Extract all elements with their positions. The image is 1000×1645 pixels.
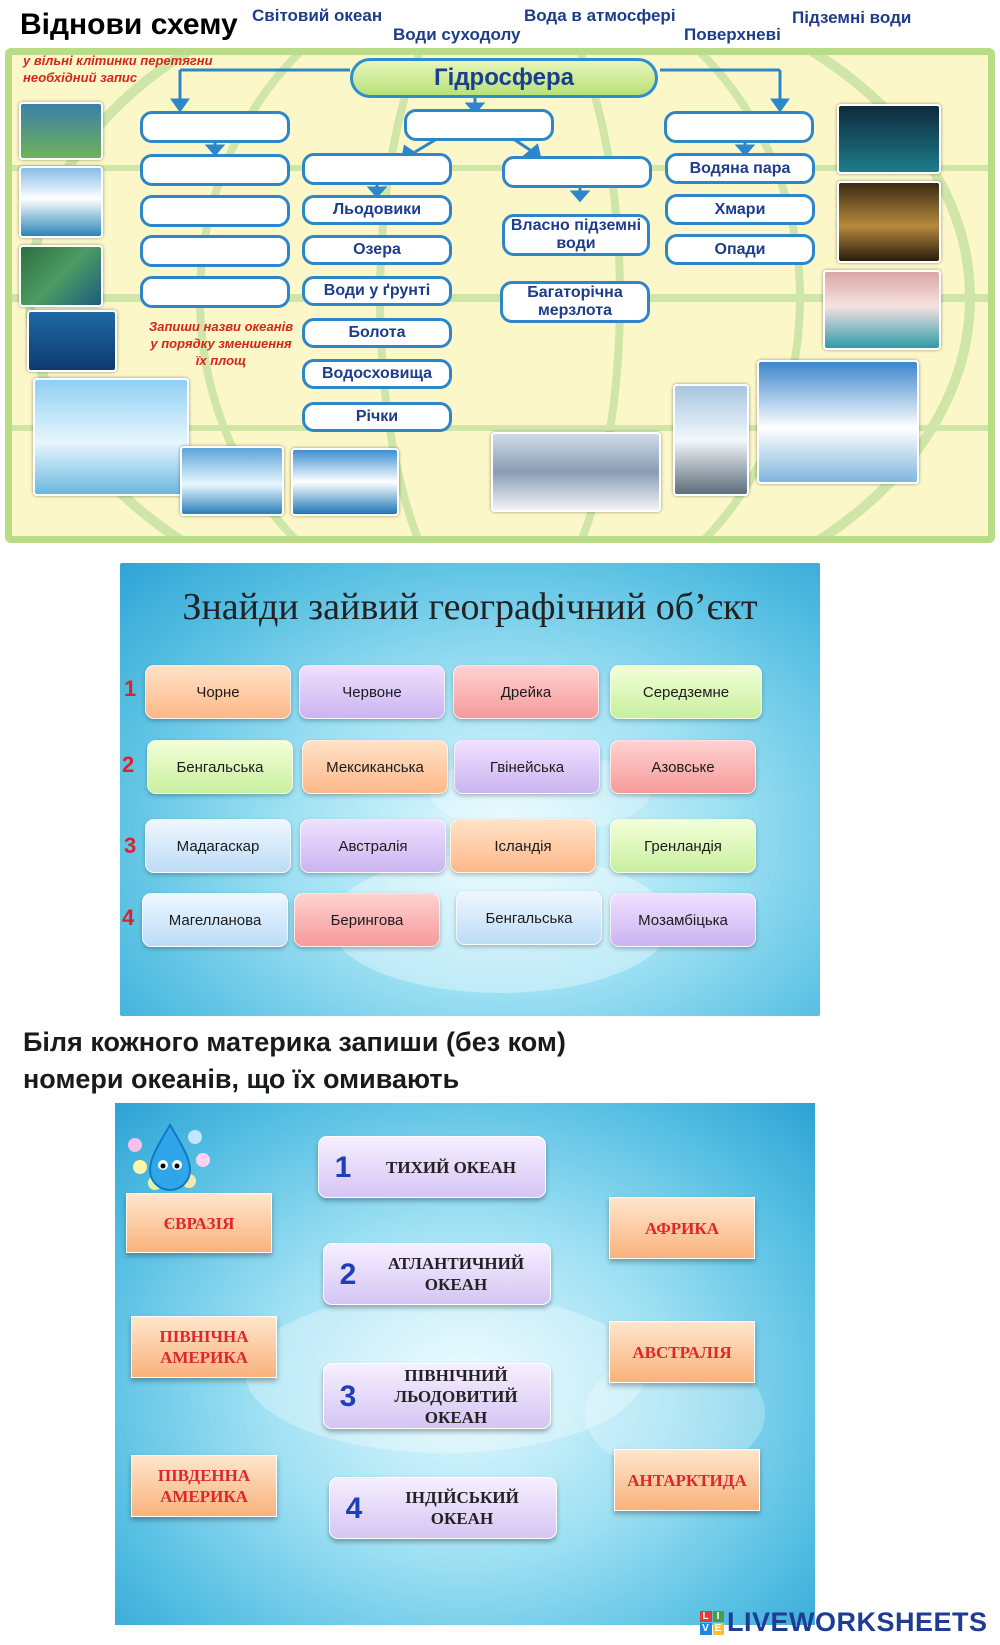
option-row1-1[interactable]: Чорне (145, 665, 291, 719)
cave-lake-photo (837, 104, 941, 174)
island-photo (291, 448, 399, 516)
odd-one-out-slide (120, 563, 820, 1016)
geyser-photo (673, 384, 749, 496)
item-soil-water: Води у ґрунті (302, 276, 452, 306)
ocean-number-3: 3 (339, 1379, 357, 1413)
slot-underground-waters[interactable] (502, 156, 652, 188)
permafrost-photo (491, 432, 661, 512)
option-row3-2[interactable]: Австралія (300, 819, 446, 873)
option-row4-3[interactable]: Бенгальська (456, 891, 602, 945)
option-row2-4[interactable]: Азовське (610, 740, 756, 794)
ocean-number-2: 2 (339, 1257, 357, 1291)
option-row1-4[interactable]: Середземне (610, 665, 762, 719)
cumulus-photo (757, 360, 919, 484)
logo-mark-icon: L I V E (700, 1611, 724, 1635)
drag-hint: у вільні клітинки перетягни необхідний запис (23, 53, 213, 85)
oceans-hint: Запиши назви океанів у порядку зменшення їх площ (148, 319, 294, 368)
option-row3-1[interactable]: Мадагаскар (145, 819, 291, 873)
hydrosphere-root: Гідросфера (350, 58, 658, 98)
row-number-1: 1 (124, 676, 137, 701)
item-clouds: Хмари (665, 194, 815, 225)
option-row3-4[interactable]: Гренландія (610, 819, 756, 873)
row-number-2: 2 (122, 752, 135, 777)
option-row3-3[interactable]: Ісландія (450, 819, 596, 873)
odd-one-out-title: Знайди зайвий географічний об’єкт (182, 586, 758, 628)
option-row4-2[interactable]: Берингова (294, 893, 440, 947)
slot-level2-middle[interactable] (404, 109, 554, 141)
item-precipitation: Опади (665, 234, 815, 265)
slot-level2-right[interactable] (664, 111, 814, 143)
iceberg-photo (33, 378, 189, 496)
turtle-photo (27, 310, 117, 372)
drag-word-world-ocean[interactable]: Світовий океан (252, 6, 383, 25)
ocean-label-3: ПІВНІЧНИЙ ЛЬОДОВИТИЙ ОКЕАН (394, 1365, 518, 1427)
item-swamps: Болота (302, 318, 452, 348)
option-row2-3[interactable]: Гвінейська (454, 740, 600, 794)
continents-task-title (23, 1024, 566, 1098)
continents-task-line2: номери океанів, що їх омивають (23, 1064, 460, 1094)
item-reservoirs: Водосховища (302, 359, 452, 389)
item-proper-groundwater: Власно підземні води (502, 214, 650, 256)
row-number-4: 4 (122, 905, 135, 930)
continent-australia[interactable]: АВСТРАЛІЯ (609, 1321, 755, 1383)
option-row4-4[interactable]: Мозамбіцька (610, 893, 756, 947)
ice-photo (180, 446, 284, 516)
option-row1-2[interactable]: Червоне (299, 665, 445, 719)
ocean-arctic (323, 1363, 551, 1429)
item-permafrost: Багаторічна мерзлота (500, 281, 650, 323)
slot-ocean-3[interactable] (140, 235, 290, 267)
ocean-label-2: АТЛАНТИЧНИЙ ОКЕАН (387, 1254, 525, 1294)
liveworksheets-logo (700, 1607, 988, 1638)
continent-eurasia[interactable]: ЄВРАЗІЯ (126, 1193, 272, 1253)
slot-ocean-4[interactable] (140, 276, 290, 308)
slot-surface-waters[interactable] (302, 153, 452, 185)
item-glaciers: Льодовики (302, 195, 452, 225)
option-row2-2[interactable]: Мексиканська (302, 740, 448, 794)
lake-photo (19, 102, 103, 160)
item-water-vapor: Водяна пара (665, 153, 815, 184)
logo-text: LIVEWORKSHEETS (727, 1607, 988, 1637)
continent-africa[interactable]: АФРИКА (609, 1197, 755, 1259)
item-lakes: Озера (302, 235, 452, 265)
slot-ocean-2[interactable] (140, 195, 290, 227)
ocean-atlantic (323, 1243, 551, 1305)
ocean-label-1: ТИХИЙ ОКЕАН (386, 1157, 516, 1177)
continents-slide (115, 1103, 815, 1625)
continents-task-line1: Біля кожного материка запиши (без ком) (23, 1027, 566, 1057)
slot-ocean-1[interactable] (140, 154, 290, 186)
slot-level2-left[interactable] (140, 111, 290, 143)
ocean-pacific (318, 1136, 546, 1198)
ocean-number-1: 1 (334, 1150, 352, 1184)
ocean-label-4: ІНДІЙСЬКИЙ ОКЕАН (405, 1488, 519, 1528)
row-number-3: 3 (124, 833, 137, 858)
water-drop-mascot-icon (125, 1115, 215, 1195)
item-rivers: Річки (302, 402, 452, 432)
ocean-number-4: 4 (345, 1491, 363, 1525)
option-row4-1[interactable]: Магелланова (142, 893, 288, 947)
drag-word-surface[interactable]: Поверхневі (684, 25, 781, 44)
continent-south-america[interactable]: ПІВДЕННА АМЕРИКА (131, 1455, 277, 1517)
option-row1-3[interactable]: Дрейка (453, 665, 599, 719)
underground-river-photo (823, 270, 941, 350)
scheme-section (0, 0, 1000, 545)
river-photo (19, 245, 103, 307)
option-row2-1[interactable]: Бенгальська (147, 740, 293, 794)
cave-photo (837, 181, 941, 263)
ocean-indian (329, 1477, 557, 1539)
continent-north-america[interactable]: ПІВНІЧНА АМЕРИКА (131, 1316, 277, 1378)
scheme-title: Віднови схему (20, 8, 238, 41)
drag-word-underground[interactable]: Підземні води (792, 8, 912, 27)
drag-word-land-waters[interactable]: Води суходолу (393, 25, 521, 44)
clouds-sea-photo (19, 166, 103, 238)
continent-antarctica[interactable]: АНТАРКТИДА (614, 1449, 760, 1511)
drag-word-atmosphere-water[interactable]: Вода в атмосфері (524, 6, 676, 25)
